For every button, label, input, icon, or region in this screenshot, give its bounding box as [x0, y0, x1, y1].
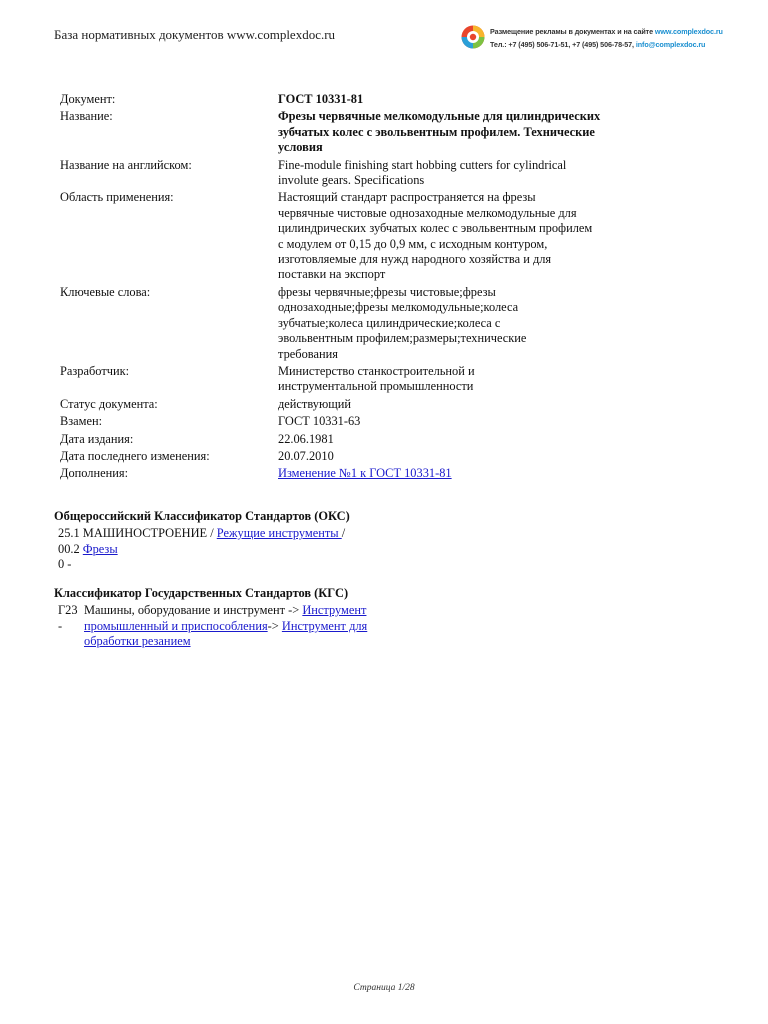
issued-value: 22.06.1981: [278, 431, 334, 446]
kgs-path: [84, 603, 404, 649]
name-en-value: Fine-module finishing start hobbing cutters for cylindrical involute gears. Specifications: [278, 157, 567, 188]
row-changed: [60, 449, 620, 464]
oks-code-2: 00.2: [58, 541, 80, 556]
row-status: [60, 397, 620, 412]
name-label: Название:: [60, 109, 113, 124]
kgs-code: Г23: [58, 603, 78, 618]
name-en-label: Название на английском:: [60, 157, 192, 172]
developer-label: Разработчик:: [60, 363, 130, 378]
row-developer: [60, 364, 620, 395]
amendment-link[interactable]: Изменение №1 к ГОСТ 10331-81: [278, 466, 452, 481]
row-scope: [60, 190, 620, 282]
kgs-industrial-tools-link[interactable]: Инструмент промышленный и приспособления: [84, 603, 367, 633]
status-value: действующий: [278, 396, 352, 411]
site-title: База нормативных документов www.complexdoc.ru: [54, 27, 336, 42]
name-value: Фрезы червячные мелкомодульные для цилиндрических зубчатых колес с эвольвентным профилем. Технические условия: [278, 109, 601, 155]
ad-email-link[interactable]: info@complexdoc.ru: [635, 40, 706, 49]
oks-separator-1: /: [207, 526, 217, 541]
row-name-en: [60, 158, 620, 189]
row-replaces: [60, 414, 620, 429]
oks-machinery-text: МАШИНОСТРОЕНИЕ: [82, 526, 208, 541]
oks-cutting-tools-link[interactable]: Режущие инструменты: [216, 526, 342, 541]
issued-label: Дата издания:: [60, 431, 134, 446]
replaces-label: Взамен:: [60, 414, 103, 429]
row-keywords: [60, 285, 620, 362]
ad-site-link[interactable]: www.complexdoc.ru: [654, 27, 723, 36]
oks-title: Общероссийский Классификатор Стандартов (ОКС): [54, 509, 350, 523]
oks-line-3: 0 -: [58, 557, 72, 572]
scope-value: Настоящий стандарт распространяется на фрезы червячные чистовые однозаходные мелкомодульные для цилиндрических зубчатых колес с эвольвентным профилем с модулем от 0,15 до 0,9 мм, с исходным контуром, изготовляемые для нужд народного хозяйства и для поставки на экспорт: [278, 190, 593, 282]
kgs-title: Классификатор Государственных Стандартов (КГС): [54, 586, 349, 600]
ad-phone-text: Тел.: +7 (495) 506-71-51, +7 (495) 506-78-57,: [490, 40, 636, 49]
row-issued: [60, 432, 620, 447]
row-name: [60, 109, 620, 155]
changed-label: Дата последнего изменения:: [60, 448, 210, 463]
kgs-code-suffix: -: [58, 618, 63, 633]
row-additions: [60, 466, 620, 481]
developer-value: Министерство станкостроительной и инструментальной промышленности: [278, 363, 475, 394]
oks-mills-link[interactable]: Фрезы: [82, 541, 118, 556]
kgs-code-cell: [58, 603, 84, 649]
row-document: [60, 92, 620, 107]
kgs-arrow: ->: [267, 618, 282, 633]
ad-line-1-text: Размещение рекламы в документах и на сайте: [490, 27, 655, 36]
oks-separator-2: /: [341, 526, 346, 541]
oks-line-2: [58, 542, 454, 557]
kgs-cutting-tools-link[interactable]: Инструмент для обработки резанием: [84, 618, 368, 649]
kgs-path-prefix: Машины, оборудование и инструмент ->: [84, 603, 303, 618]
document-value: ГОСТ 10331-81: [278, 92, 364, 106]
additions-value: [278, 466, 620, 481]
keywords-value: фрезы червячные;фрезы чистовые;фрезы однозаходные;фрезы мелкомодульные;колеса зубчатые;колеса цилиндрические;колеса с эвольвентным профилем;размеры;технические требования: [278, 284, 527, 361]
oks-code-1: 25.1: [58, 526, 80, 541]
kgs-section: [54, 586, 454, 650]
changed-value: 20.07.2010: [278, 448, 334, 463]
ad-line-2: [490, 40, 705, 49]
oks-section: [54, 509, 454, 573]
page-number: Страница 1/28: [353, 983, 415, 993]
kgs-entry: [58, 603, 454, 649]
scope-label: Область применения:: [60, 190, 174, 205]
ad-banner[interactable]: [460, 22, 760, 58]
gear-logo-icon: [460, 24, 486, 50]
document-label: Документ:: [60, 92, 116, 106]
ad-line-1: [490, 27, 723, 36]
document-metadata: [60, 92, 620, 484]
status-label: Статус документа:: [60, 396, 158, 411]
keywords-label: Ключевые слова:: [60, 284, 151, 299]
replaces-value: ГОСТ 10331-63: [278, 414, 361, 429]
additions-label: Дополнения:: [60, 466, 129, 481]
oks-line-1: [58, 526, 454, 541]
